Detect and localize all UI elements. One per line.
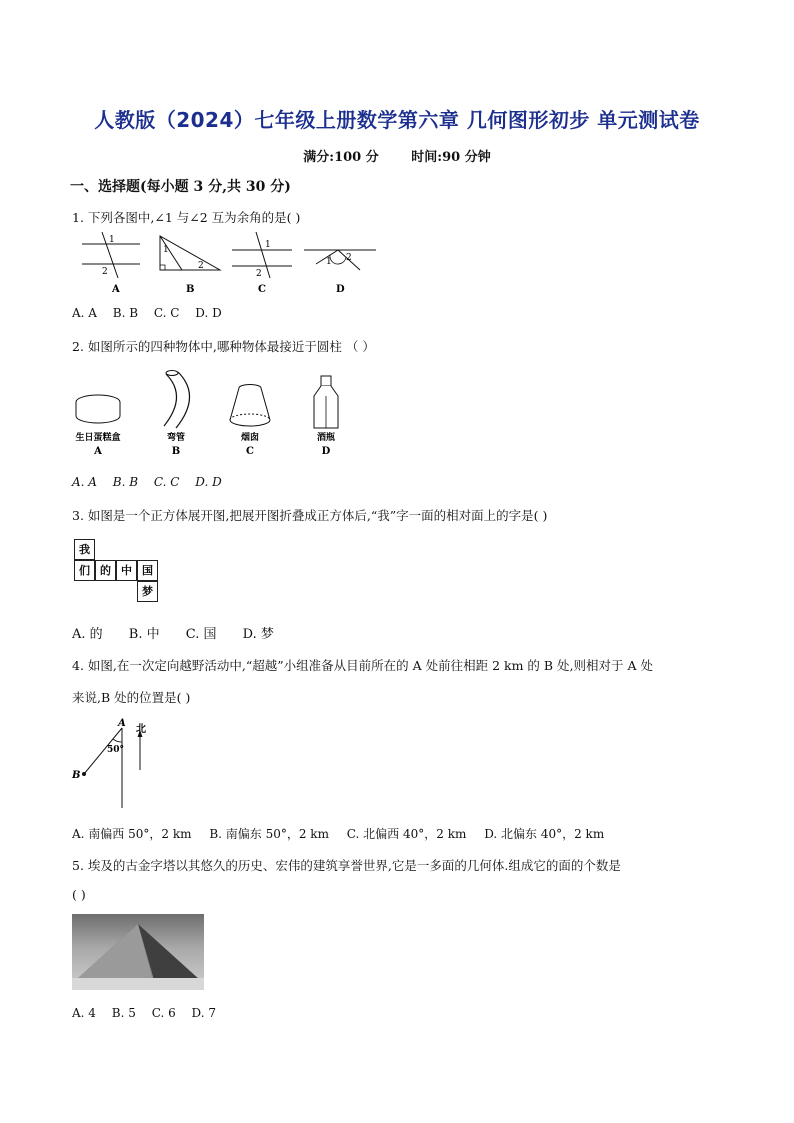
- fig-c-label: C: [258, 284, 266, 295]
- object-b-letter: B: [171, 446, 181, 457]
- object-c-letter: C: [246, 446, 254, 457]
- pyramid-photo: [72, 914, 204, 990]
- object-a-name: 生日蛋糕盒: [75, 433, 121, 443]
- question-3-stem: 3. 如图是一个正方体展开图,把展开图折叠成正方体后,“我”字一面的相对面上的字是( ): [72, 508, 548, 523]
- question-2-figures: [68, 366, 368, 462]
- question-1-options: [72, 306, 234, 320]
- object-d-letter: D: [321, 446, 331, 457]
- figure-b: [160, 236, 220, 295]
- pyramid-illustration: [72, 914, 204, 990]
- option-d[interactable]: D. D: [195, 306, 222, 320]
- object-b-name: 弯管: [166, 433, 186, 443]
- cube-net-cell: 的: [95, 560, 116, 581]
- cube-net: [74, 539, 164, 605]
- option-b[interactable]: B. 南偏东 50°，2 km: [209, 827, 329, 841]
- fig-b-angle-1: 1: [163, 245, 169, 255]
- option-c[interactable]: C. 国: [185, 627, 217, 642]
- question-4-stem-line-2: 来说,B 处的位置是( ): [72, 690, 191, 705]
- figure-c: [232, 232, 292, 295]
- option-d[interactable]: D. D: [195, 475, 222, 489]
- question-2-options: [72, 475, 234, 489]
- option-a[interactable]: A. A: [72, 306, 97, 320]
- cube-net-cell: 国: [137, 560, 158, 581]
- option-a[interactable]: A. A: [72, 475, 97, 489]
- option-d[interactable]: D. 梦: [242, 627, 274, 642]
- cube-net-cell: 梦: [137, 581, 158, 602]
- question-5-stem-line-2: ( ): [72, 887, 86, 902]
- fig-a-label: A: [112, 284, 120, 295]
- question-3-options: [72, 623, 286, 642]
- question-1-stem: 1. 下列各图中,∠1 与∠2 互为余角的是( ): [72, 210, 301, 225]
- fig-a-angle-2: 2: [102, 267, 108, 277]
- fig-d-angle-2: 2: [346, 253, 352, 263]
- point-b-label: B: [72, 770, 81, 781]
- fig-d-label: D: [336, 284, 345, 295]
- cube-net-cell: 们: [74, 560, 95, 581]
- option-d[interactable]: D. 7: [191, 1006, 217, 1020]
- figure-d: [304, 250, 376, 295]
- option-c[interactable]: C. C: [153, 306, 180, 320]
- fig-b-angle-2: 2: [198, 261, 204, 271]
- question-2-stem: 2. 如图所示的四种物体中,哪种物体最接近于圆柱 （ ）: [72, 339, 375, 354]
- exam-info: [0, 146, 794, 165]
- total-score: 满分:100 分: [303, 150, 379, 165]
- option-c[interactable]: C. 6: [151, 1006, 176, 1020]
- option-c[interactable]: C. 北偏西 40°，2 km: [346, 827, 467, 841]
- point-a-label: A: [118, 718, 126, 729]
- cube-net-cell: 中: [116, 560, 137, 581]
- option-b[interactable]: B. 5: [111, 1006, 136, 1020]
- question-5-options: [72, 1006, 228, 1020]
- north-label: 北: [136, 724, 146, 735]
- option-a[interactable]: A. 的: [72, 627, 103, 642]
- object-c-name: 烟囱: [240, 433, 260, 443]
- question-4-figure: [70, 714, 170, 810]
- fig-b-label: B: [186, 284, 195, 295]
- option-a[interactable]: A. 4: [72, 1006, 96, 1020]
- option-c[interactable]: C. C: [153, 475, 180, 489]
- bent-pipe-figure: [164, 371, 190, 458]
- question-4-stem-line-1: 4. 如图,在一次定向越野活动中,“超越”小组准备从目前所在的 A 处前往相距 2 km 的 B 处,则相对于 A 处: [72, 658, 653, 673]
- option-b[interactable]: B. B: [112, 306, 139, 320]
- bottle-figure: [314, 376, 338, 457]
- fig-d-angle-1: 1: [326, 257, 332, 267]
- question-1-figures: [72, 230, 392, 298]
- option-d[interactable]: D. 北偏东 40°，2 km: [484, 827, 605, 841]
- question-4-options: [72, 825, 616, 842]
- section-heading: 一、选择题(每小题 3 分,共 30 分): [70, 179, 291, 195]
- time-limit: 时间:90 分钟: [411, 150, 491, 165]
- object-d-name: 酒瓶: [316, 433, 336, 443]
- cube-net-cell: 我: [74, 539, 95, 560]
- chimney-figure: [230, 385, 270, 458]
- question-5-stem-line-1: 5. 埃及的古金字塔以其悠久的历史、宏伟的建筑享誉世界,它是一多面的几何体.组成它的面的个数是: [72, 858, 621, 873]
- object-a-letter: A: [94, 446, 102, 457]
- option-b[interactable]: B. B: [112, 475, 139, 489]
- figure-a: [82, 232, 140, 295]
- cake-box-figure: [75, 395, 120, 457]
- fig-c-angle-2: 2: [256, 269, 262, 279]
- option-a[interactable]: A. 南偏西 50°，2 km: [72, 827, 192, 841]
- option-b[interactable]: B. 中: [128, 627, 160, 642]
- fig-a-angle-1: 1: [109, 235, 115, 245]
- fig-c-angle-1: 1: [265, 240, 271, 250]
- angle-label: 50°: [107, 745, 125, 755]
- page-title: 人教版（2024）七年级上册数学第六章 几何图形初步 单元测试卷: [94, 108, 700, 132]
